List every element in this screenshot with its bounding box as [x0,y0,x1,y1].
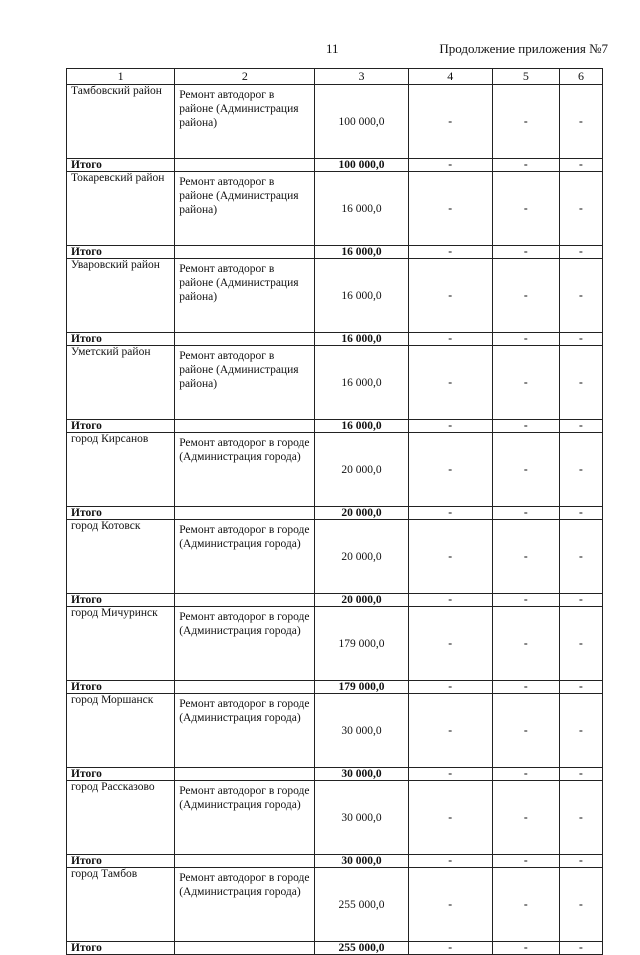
dash-cell: - [408,781,492,855]
total-amount: 16 000,0 [315,333,408,346]
district-name: город Рассказово [67,781,175,855]
dash-cell: - [408,420,492,433]
appendix-caption: Продолжение приложения №7 [439,41,608,56]
dash-cell: - [559,433,602,507]
work-description: Ремонт автодорог в городе (Администрация города) [175,781,315,855]
column-number: 4 [408,69,492,85]
amount-cell: 16 000,0 [315,259,408,333]
dash-cell: - [559,246,602,259]
dash-cell: - [408,855,492,868]
dash-cell: - [492,346,559,420]
table-body [67,85,603,955]
dash-cell: - [408,681,492,694]
total-amount: 20 000,0 [315,507,408,520]
work-description: Ремонт автодорог в районе (Администрация района) [175,259,315,333]
dash-cell: - [559,681,602,694]
column-number: 5 [492,69,559,85]
amount-cell: 30 000,0 [315,781,408,855]
dash-cell: - [492,246,559,259]
total-amount: 30 000,0 [315,855,408,868]
column-number: 6 [559,69,602,85]
dash-cell: - [408,259,492,333]
total-row [67,246,603,259]
dash-cell: - [408,85,492,159]
dash-cell: - [559,607,602,681]
dash-cell: - [559,868,602,942]
total-label: Итого [67,507,175,520]
table-row [67,172,603,246]
total-label: Итого [67,855,175,868]
dash-cell: - [492,681,559,694]
dash-cell: - [492,594,559,607]
district-name: город Котовск [67,520,175,594]
column-number: 3 [315,69,408,85]
total-work-cell [175,246,315,259]
column-number: 2 [175,69,315,85]
dash-cell: - [492,942,559,955]
dash-cell: - [492,507,559,520]
total-row [67,768,603,781]
dash-cell: - [492,433,559,507]
total-row [67,594,603,607]
dash-cell: - [492,420,559,433]
total-label: Итого [67,942,175,955]
district-name: город Мичуринск [67,607,175,681]
dash-cell: - [492,855,559,868]
total-label: Итого [67,246,175,259]
dash-cell: - [559,85,602,159]
dash-cell: - [559,694,602,768]
total-amount: 16 000,0 [315,420,408,433]
dash-cell: - [408,768,492,781]
district-name: Токаревский район [67,172,175,246]
dash-cell: - [408,246,492,259]
dash-cell: - [492,694,559,768]
district-name: Тамбовский район [67,85,175,159]
dash-cell: - [492,259,559,333]
dash-cell: - [408,594,492,607]
district-name: Уваровский район [67,259,175,333]
total-amount: 100 000,0 [315,159,408,172]
total-work-cell [175,855,315,868]
work-description: Ремонт автодорог в городе (Администрация города) [175,607,315,681]
total-label: Итого [67,420,175,433]
funding-table [66,68,603,955]
total-label: Итого [67,333,175,346]
total-work-cell [175,681,315,694]
total-work-cell [175,768,315,781]
total-amount: 179 000,0 [315,681,408,694]
dash-cell: - [492,85,559,159]
page-number: 11 [326,41,339,56]
work-description: Ремонт автодорог в городе (Администрация города) [175,694,315,768]
work-description: Ремонт автодорог в городе (Администрация города) [175,868,315,942]
table-row [67,259,603,333]
amount-cell: 179 000,0 [315,607,408,681]
column-number-row [67,69,603,85]
table-row [67,85,603,159]
dash-cell: - [492,781,559,855]
dash-cell: - [492,333,559,346]
total-work-cell [175,594,315,607]
dash-cell: - [408,942,492,955]
dash-cell: - [559,333,602,346]
amount-cell: 16 000,0 [315,346,408,420]
dash-cell: - [408,868,492,942]
dash-cell: - [408,333,492,346]
dash-cell: - [559,346,602,420]
dash-cell: - [408,172,492,246]
column-number: 1 [67,69,175,85]
district-name: город Моршанск [67,694,175,768]
dash-cell: - [559,520,602,594]
total-row [67,159,603,172]
table-row [67,781,603,855]
total-label: Итого [67,159,175,172]
table-row [67,346,603,420]
table-row [67,694,603,768]
dash-cell: - [559,259,602,333]
dash-cell: - [492,172,559,246]
total-work-cell [175,507,315,520]
amount-cell: 255 000,0 [315,868,408,942]
total-label: Итого [67,594,175,607]
dash-cell: - [408,507,492,520]
dash-cell: - [408,433,492,507]
dash-cell: - [559,507,602,520]
total-row [67,942,603,955]
amount-cell: 20 000,0 [315,520,408,594]
work-description: Ремонт автодорог в районе (Администрация района) [175,172,315,246]
total-label: Итого [67,681,175,694]
total-work-cell [175,942,315,955]
dash-cell: - [492,868,559,942]
dash-cell: - [408,520,492,594]
district-name: Уметский район [67,346,175,420]
total-row [67,507,603,520]
total-row [67,420,603,433]
dash-cell: - [559,942,602,955]
dash-cell: - [408,607,492,681]
work-description: Ремонт автодорог в городе (Администрация города) [175,520,315,594]
district-name: город Кирсанов [67,433,175,507]
total-amount: 20 000,0 [315,594,408,607]
amount-cell: 20 000,0 [315,433,408,507]
dash-cell: - [559,159,602,172]
work-description: Ремонт автодорог в районе (Администрация района) [175,346,315,420]
total-row [67,681,603,694]
work-description: Ремонт автодорог в районе (Администрация района) [175,85,315,159]
dash-cell: - [559,172,602,246]
total-amount: 30 000,0 [315,768,408,781]
total-work-cell [175,333,315,346]
total-amount: 255 000,0 [315,942,408,955]
dash-cell: - [408,159,492,172]
dash-cell: - [559,781,602,855]
dash-cell: - [408,346,492,420]
total-amount: 16 000,0 [315,246,408,259]
dash-cell: - [492,159,559,172]
dash-cell: - [408,694,492,768]
dash-cell: - [559,768,602,781]
work-description: Ремонт автодорог в городе (Администрация города) [175,433,315,507]
amount-cell: 16 000,0 [315,172,408,246]
dash-cell: - [492,768,559,781]
amount-cell: 30 000,0 [315,694,408,768]
total-work-cell [175,159,315,172]
amount-cell: 100 000,0 [315,85,408,159]
table-row [67,433,603,507]
dash-cell: - [559,855,602,868]
table-row [67,520,603,594]
total-row [67,333,603,346]
table-row [67,607,603,681]
total-label: Итого [67,768,175,781]
dash-cell: - [559,594,602,607]
dash-cell: - [559,420,602,433]
total-row [67,855,603,868]
district-name: город Тамбов [67,868,175,942]
dash-cell: - [492,607,559,681]
dash-cell: - [492,520,559,594]
total-work-cell [175,420,315,433]
